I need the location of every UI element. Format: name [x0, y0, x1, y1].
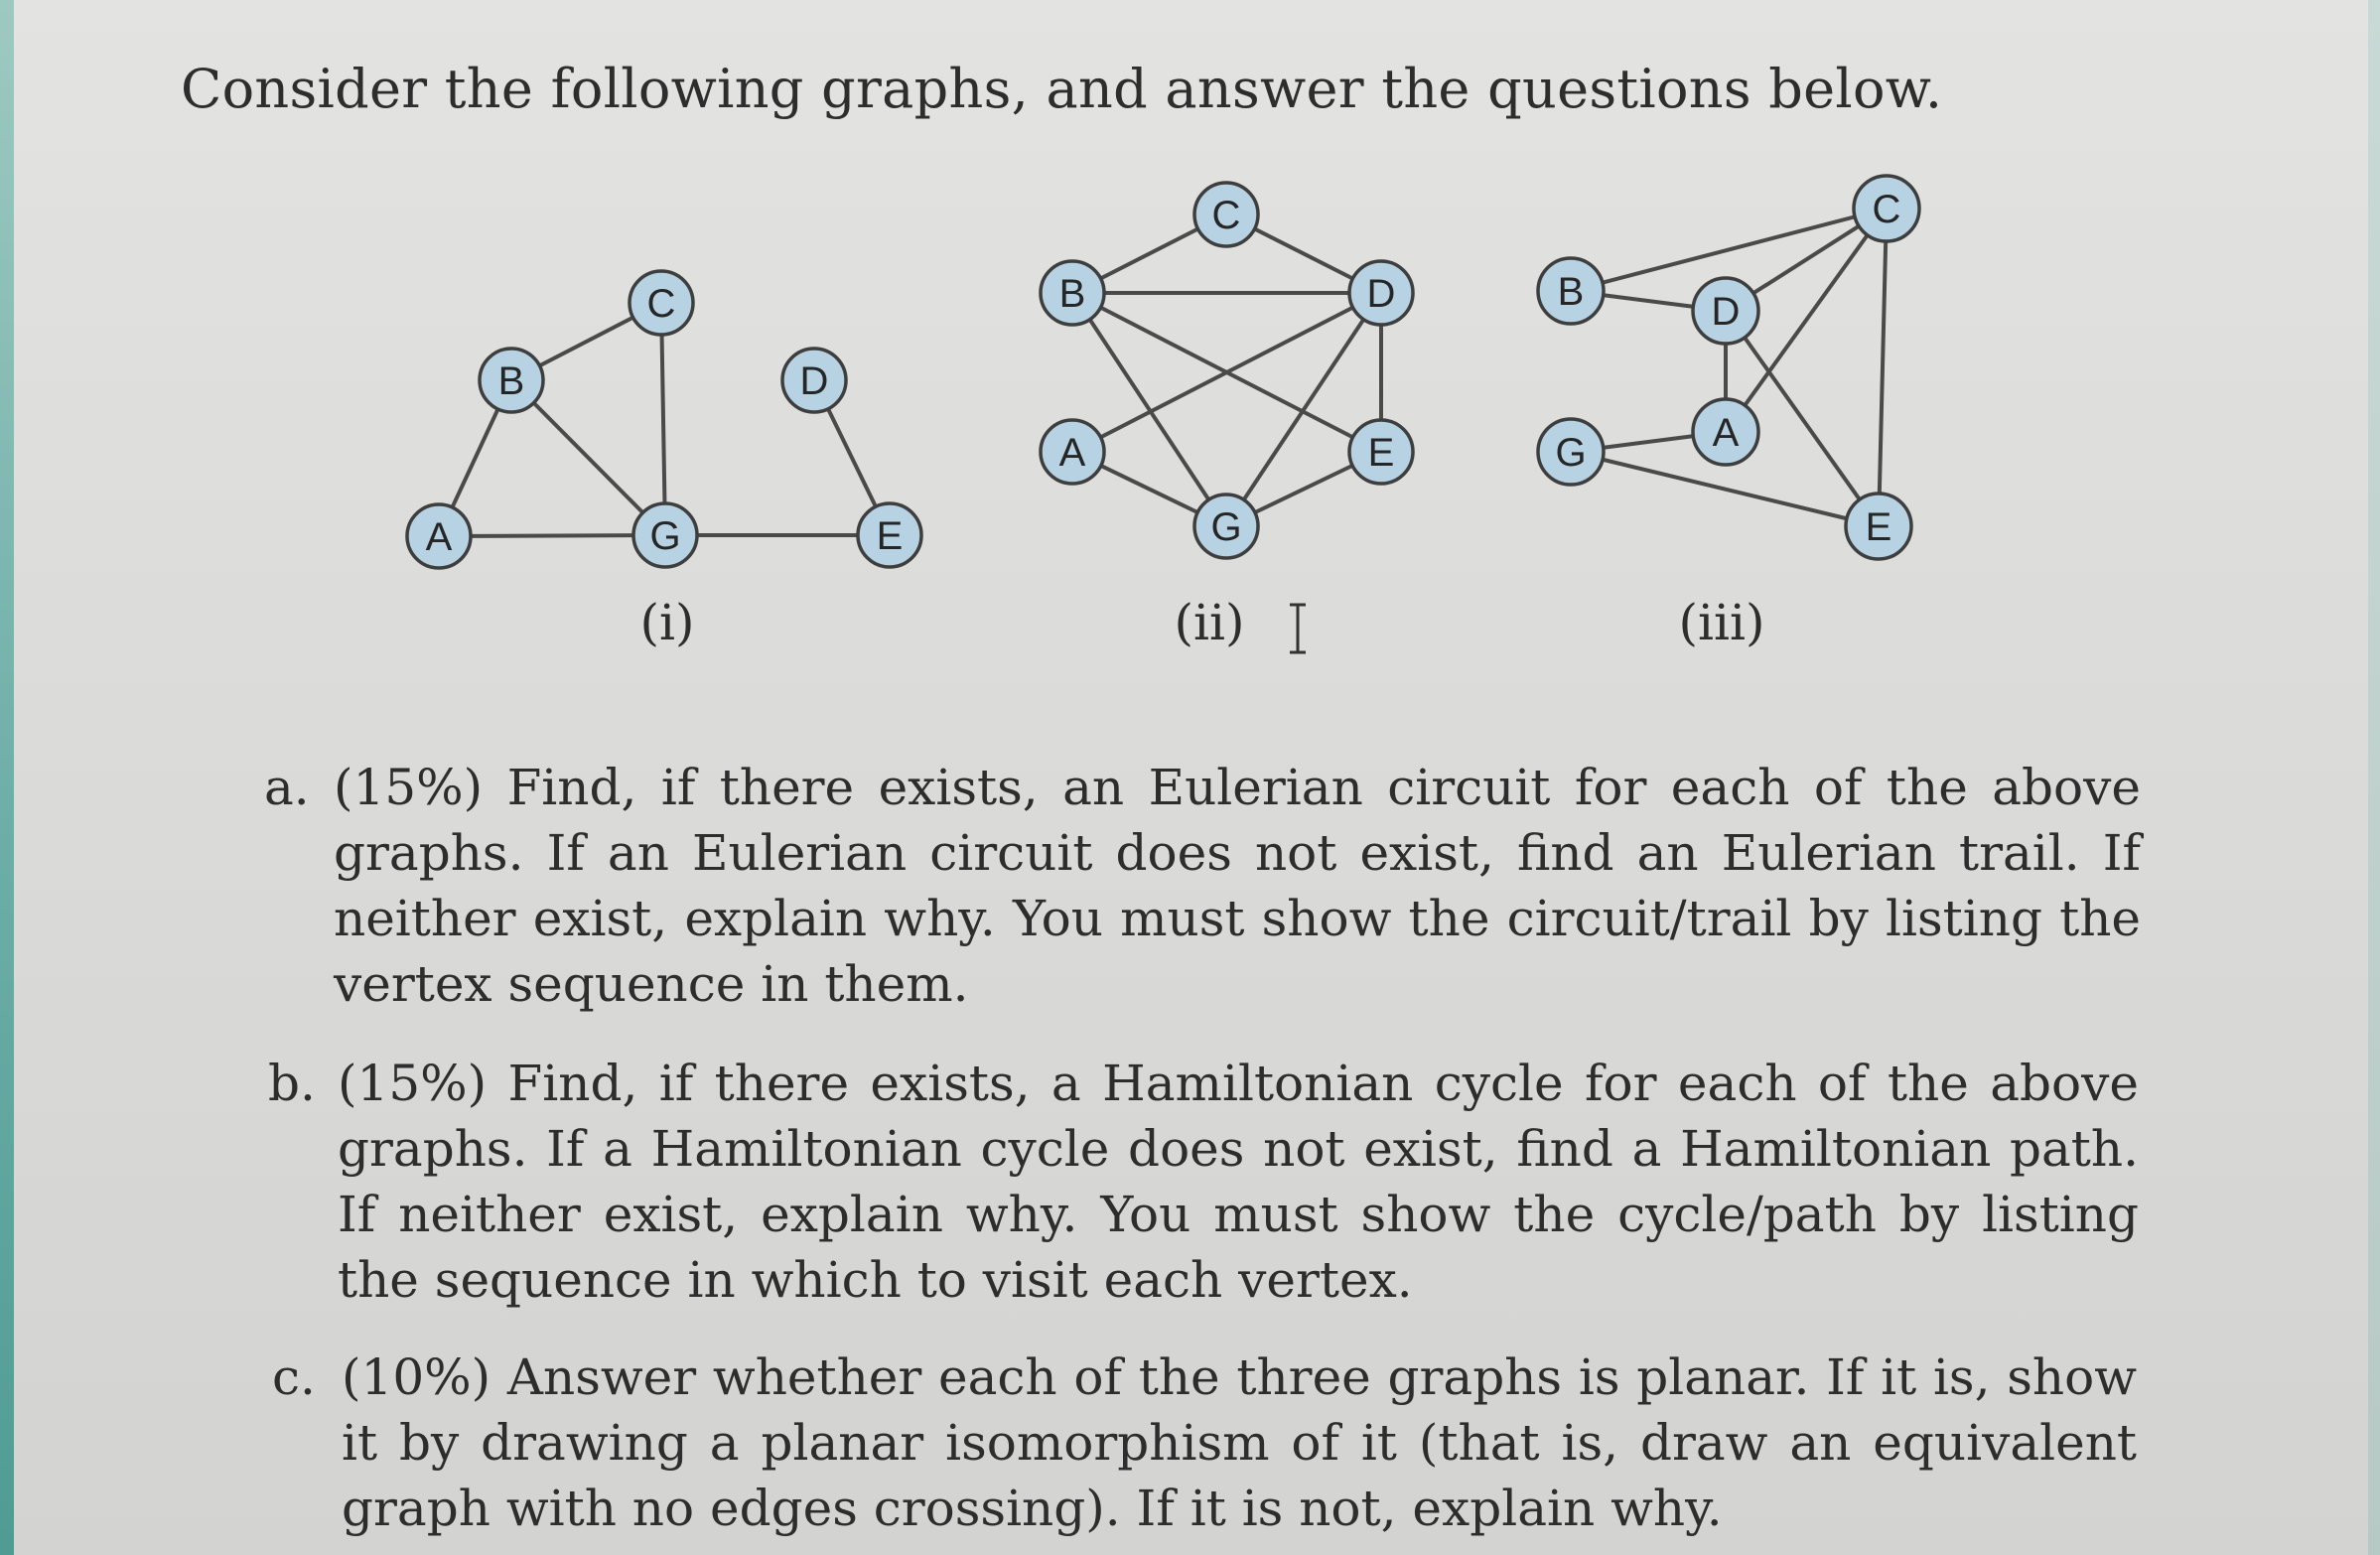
node-E [858, 503, 921, 567]
node-label: C [646, 282, 676, 326]
node-label: C [1211, 194, 1241, 237]
edge-D-G [1226, 293, 1381, 526]
node-B [480, 349, 543, 412]
node-label: D [1366, 272, 1396, 316]
page-heading: Consider the following graphs, and answer the questions below. [181, 58, 1943, 120]
question-b [268, 1051, 2139, 1313]
graph-edges [1571, 209, 1887, 526]
graph-iii-caption: (iii) [1678, 594, 1765, 651]
question-c-marker: c. [272, 1348, 316, 1406]
node-B [1041, 261, 1104, 325]
node-label: B [1557, 270, 1585, 314]
node-G [1194, 495, 1258, 558]
question-c [272, 1344, 2137, 1541]
node-label: G [1210, 505, 1242, 549]
page-edge-right [2368, 0, 2380, 1555]
question-b-marker: b. [268, 1055, 316, 1112]
question-a-marker: a. [264, 759, 310, 816]
node-label: E [876, 514, 904, 558]
node-A [407, 504, 471, 568]
node-label: A [425, 515, 453, 559]
question-a [264, 755, 2141, 1017]
node-label: G [649, 514, 681, 558]
node-A [1693, 399, 1758, 465]
graph-i [387, 253, 943, 581]
question-b-text: (15%) Find, if there exists, a Hamiltonian cycle for each of the above graphs. If a Hamiltonian cycle does not exist, find a Hamiltonian path. If neither exist, explain why. You must show the cycle/path by listing the sequence in which to visit each vertex. [338, 1055, 2139, 1309]
node-D [782, 349, 846, 412]
node-label: E [1367, 431, 1395, 475]
node-label: G [1555, 431, 1587, 475]
node-G [633, 503, 697, 567]
page-edge-left [0, 0, 14, 1555]
node-G [1538, 419, 1604, 485]
node-E [1846, 494, 1911, 559]
edge-A-G [439, 535, 665, 536]
node-label: A [1712, 411, 1740, 455]
edge-B-G [1072, 293, 1226, 526]
edge-C-G [661, 303, 665, 535]
question-a-text: (15%) Find, if there exists, an Eulerian circuit for each of the above graphs. If an Eulerian circuit does not exist, find an Eulerian trail. If neither exist, explain why. You must show the circuit/trail by listing the vertex sequence in them. [334, 759, 2141, 1013]
node-label: B [1058, 272, 1086, 316]
graph-i-caption: (i) [639, 594, 695, 651]
graph-ii-caption: (ii) [1174, 594, 1245, 651]
node-label: A [1058, 431, 1086, 475]
graph-edges [439, 303, 890, 536]
node-A [1041, 420, 1104, 484]
graph-iii [1519, 164, 1946, 571]
graph-edges [1072, 214, 1381, 526]
node-label: B [497, 359, 525, 403]
text-cursor-icon [1287, 602, 1309, 655]
node-label: D [1711, 290, 1741, 334]
node-C [1854, 176, 1919, 241]
node-B [1538, 258, 1604, 324]
node-D [1349, 261, 1413, 325]
edge-C-E [1879, 209, 1887, 526]
node-C [1194, 183, 1258, 246]
node-D [1693, 278, 1758, 344]
graph-ii [1023, 169, 1460, 566]
node-label: D [799, 359, 829, 403]
node-label: E [1865, 505, 1892, 549]
question-c-text: (10%) Answer whether each of the three graphs is planar. If it is, show it by drawing a planar isomorphism of it (that is, draw an equivalent graph with no edges crossing). If it is not, explain why. [342, 1348, 2137, 1537]
node-C [630, 271, 693, 335]
node-label: C [1872, 188, 1901, 231]
node-E [1349, 420, 1413, 484]
